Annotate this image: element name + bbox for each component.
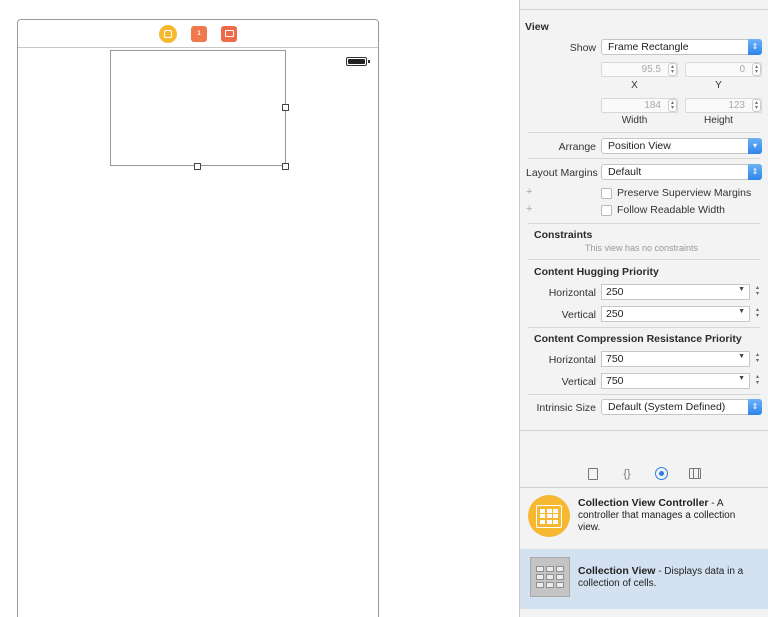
width-stepper[interactable]: ▴ ▾ (668, 99, 677, 112)
library-item-name: Collection View Controller (578, 497, 709, 509)
dropdown-arrow-icon: ▼ (738, 353, 745, 360)
add-variation-icon[interactable]: + (526, 203, 533, 215)
divider (528, 394, 760, 395)
divider (528, 327, 760, 328)
popup-arrows-icon: ⇕ (748, 39, 762, 55)
popup-arrows-icon: ⇕ (748, 164, 762, 180)
show-label: Show (569, 42, 596, 54)
divider (520, 430, 768, 431)
divider (528, 259, 760, 260)
media-icon (689, 468, 701, 479)
y-label: Y (715, 80, 722, 91)
follow-readable-width-checkbox[interactable] (601, 205, 612, 216)
compression-horizontal-stepper[interactable]: ▴ ▾ (755, 352, 759, 364)
view-section-title: View (525, 21, 549, 33)
braces-icon: {} (623, 467, 631, 480)
layout-margins-popup-value: Default (608, 166, 642, 178)
layout-margins-label: Layout Margins (526, 167, 598, 179)
constraints-title: Constraints (534, 229, 593, 241)
hugging-vertical-label: Vertical (561, 309, 596, 321)
width-label: Width (621, 115, 648, 126)
selected-view[interactable] (110, 50, 286, 166)
inspector-top-divider (520, 0, 768, 10)
library-item[interactable] (520, 489, 768, 549)
divider (528, 132, 760, 133)
battery-icon (346, 57, 370, 66)
constraints-note: This view has no constraints (585, 243, 699, 253)
file-icon (588, 468, 598, 480)
arrange-popup-value: Position View (608, 140, 671, 152)
arrange-popup[interactable] (601, 138, 762, 154)
library-item-desc: - A controller that manages a collection view. (578, 498, 736, 533)
divider (528, 158, 760, 159)
library-item-text (578, 497, 758, 534)
compression-horizontal-combo[interactable] (601, 351, 750, 367)
show-popup-value: Frame Rectangle (608, 41, 689, 53)
preserve-superview-margins-checkbox[interactable] (601, 188, 612, 199)
collection-view-controller-icon (528, 495, 570, 537)
dropdown-arrow-icon: ▼ (738, 375, 745, 382)
y-stepper[interactable]: ▴ ▾ (752, 63, 761, 76)
show-popup[interactable] (601, 39, 762, 55)
media-library-tab[interactable] (688, 467, 702, 481)
height-stepper[interactable]: ▴ ▾ (752, 99, 761, 112)
x-stepper[interactable]: ▴ ▾ (668, 63, 677, 76)
hugging-horizontal-label: Horizontal (548, 287, 596, 299)
divider (528, 223, 760, 224)
follow-readable-width-label: Follow Readable Width (617, 204, 725, 216)
compression-horizontal-value: 750 (606, 353, 624, 365)
dropdown-arrow-icon: ▼ (738, 286, 745, 293)
compression-vertical-value: 750 (606, 375, 624, 387)
width-field[interactable]: 184 (601, 98, 678, 113)
x-label: X (631, 80, 638, 91)
hugging-vertical-combo[interactable] (601, 306, 750, 322)
compression-title: Content Compression Resistance Priority (534, 333, 742, 345)
intrinsic-size-popup-value: Default (System Defined) (608, 401, 726, 413)
size-inspector (519, 0, 768, 617)
compression-vertical-label: Vertical (561, 376, 596, 388)
pulldown-arrow-icon: ▾ (748, 138, 762, 154)
hugging-horizontal-combo[interactable] (601, 284, 750, 300)
add-variation-icon[interactable]: + (526, 186, 533, 198)
intrinsic-size-label: Intrinsic Size (536, 402, 596, 414)
library-tab-bar (520, 460, 768, 488)
view-controller-icon[interactable] (159, 25, 177, 43)
exit-icon[interactable] (221, 26, 237, 42)
popup-arrows-icon: ⇕ (748, 399, 762, 415)
layout-margins-popup[interactable] (601, 164, 762, 180)
library-item-text (578, 565, 758, 590)
library-item-selected[interactable] (520, 549, 768, 609)
file-template-library-tab[interactable] (586, 467, 600, 481)
object-library-icon (655, 467, 668, 480)
height-label: Height (704, 115, 733, 126)
x-field[interactable]: 95.5 (601, 62, 678, 77)
scene-dock (18, 20, 378, 48)
compression-vertical-combo[interactable] (601, 373, 750, 389)
collection-view-icon (530, 557, 570, 597)
hugging-vertical-stepper[interactable]: ▴ ▾ (755, 307, 759, 319)
compression-horizontal-label: Horizontal (548, 354, 596, 366)
resize-handle-bottom-right[interactable] (282, 163, 289, 170)
resize-handle-bottom[interactable] (194, 163, 201, 170)
library-item-desc: - Displays data in a collection of cells. (578, 566, 744, 589)
compression-vertical-stepper[interactable]: ▴ ▾ (755, 374, 759, 386)
hugging-title: Content Hugging Priority (534, 266, 659, 278)
y-field[interactable]: 0 (685, 62, 762, 77)
hugging-vertical-value: 250 (606, 308, 624, 320)
hugging-horizontal-value: 250 (606, 286, 624, 298)
dropdown-arrow-icon: ▼ (738, 308, 745, 315)
first-responder-icon[interactable]: 1 (191, 26, 207, 42)
height-field[interactable]: 123 (685, 98, 762, 113)
resize-handle-right[interactable] (282, 104, 289, 111)
hugging-horizontal-stepper[interactable]: ▴ ▾ (755, 285, 759, 297)
arrange-label: Arrange (558, 141, 596, 153)
preserve-superview-margins-label: Preserve Superview Margins (617, 187, 752, 199)
library-item-name: Collection View (578, 565, 656, 577)
intrinsic-size-popup[interactable] (601, 399, 762, 415)
code-snippet-library-tab[interactable] (620, 467, 634, 481)
object-library-tab[interactable] (654, 467, 668, 481)
